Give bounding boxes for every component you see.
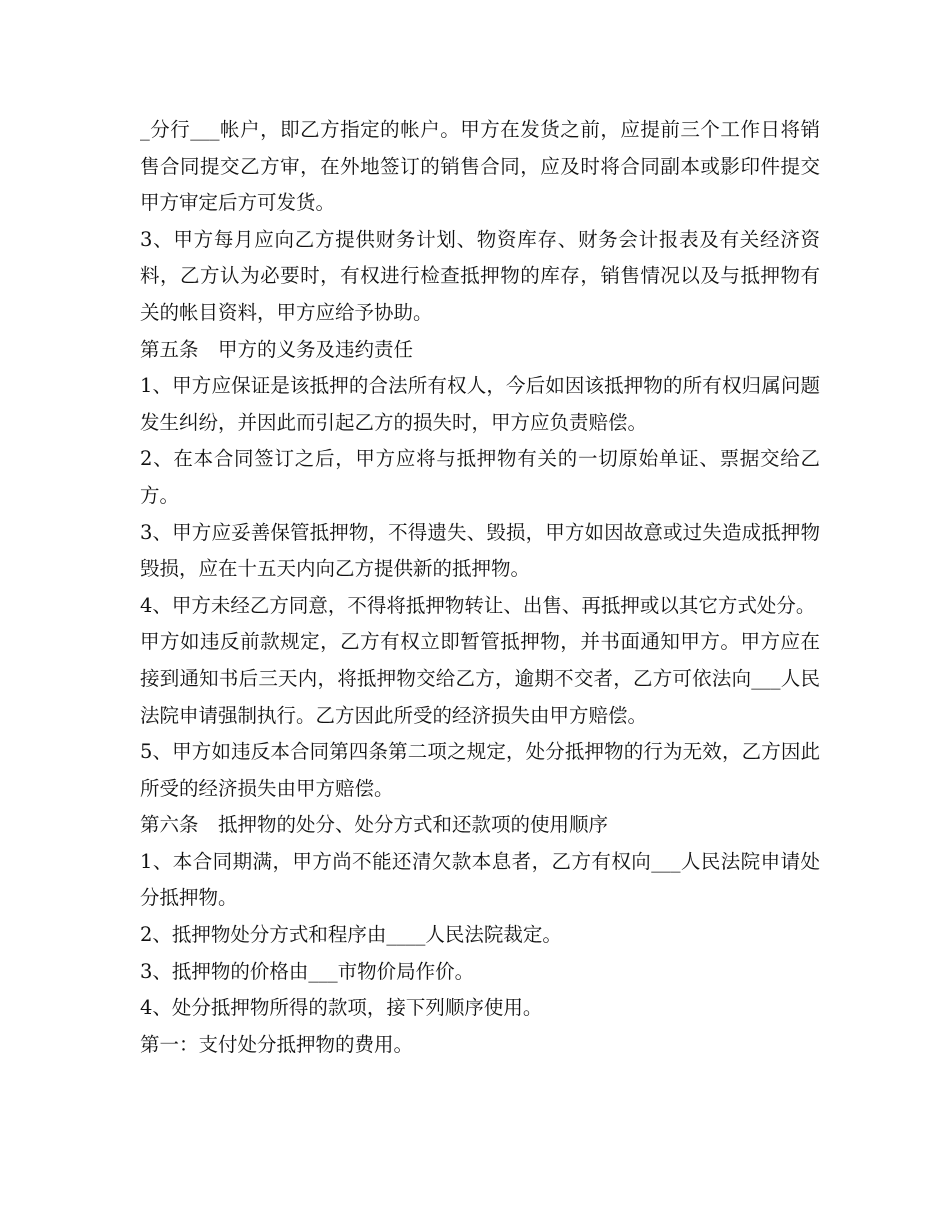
paragraph-article-5-item-3: 3、甲方应妥善保管抵押物，不得遗失、毁损，甲方如因故意或过失造成抵押物毁损，应在十五天内向乙方提供新的抵押物。 <box>140 520 820 581</box>
heading-article-5: 第五条 甲方的义务及违约责任 <box>140 337 414 361</box>
paragraph-article-5-item-1: 1、甲方应保证是该抵押的合法所有权人，今后如因该抵押物的所有权归属问题发生纠纷，并因此而引起乙方的损失时，甲方应负责赔偿。 <box>140 374 820 434</box>
paragraph-article-6-item-3: 3、抵押物的价格由___市物价局作价。 <box>140 959 475 983</box>
paragraph-article-5-item-4: 4、甲方未经乙方同意，不得将抵押物转让、出售、再抵押或以其它方式处分。 <box>140 593 816 617</box>
paragraph-article-5-item-5: 5、甲方如违反本合同第四条第二项之规定，处分抵押物的行为无效，乙方因此所受的经济损失由甲方赔偿。 <box>140 740 820 800</box>
paragraph-article-6-item-4: 4、处分抵押物所得的款项，接下列顺序使用。 <box>140 996 543 1020</box>
paragraph-article-5-item-2: 2、在本合同签订之后，甲方应将与抵押物有关的一切原始单证、票据交给乙方。 <box>140 447 820 507</box>
heading-article-6: 第六条 抵押物的处分、处分方式和还款项的使用顺序 <box>140 813 609 837</box>
paragraph-clause-3-reports: 3、甲方每月应向乙方提供财务计划、物资库存、财务会计报表及有关经济资料，乙方认为必要时，有权进行检查抵押物的库存，销售情况以及与抵押物有关的帐目资料，甲方应给予协助。 <box>140 227 820 324</box>
paragraph-article-5-violation: 甲方如违反前款规定，乙方有权立即暂管抵押物，并书面通知甲方。甲方应在接到通知书后三天内，将抵押物交给乙方，逾期不交者，乙方可依法向___人民法院申请强制执行。乙方因此所受的经济损失由甲方赔偿。 <box>140 630 820 727</box>
paragraph-order-first: 第一：支付处分抵押物的费用。 <box>140 1032 414 1056</box>
paragraph-article-6-item-2: 2、抵押物处分方式和程序由____人民法院裁定。 <box>140 923 562 947</box>
paragraph-article-6-item-1: 1、本合同期满，甲方尚不能还清欠款本息者，乙方有权向___人民法院申请处分抵押物。 <box>140 849 820 910</box>
paragraph-payment-account: _分行___帐户，即乙方指定的帐户。甲方在发货之前，应提前三个工作日将销售合同提交乙方审，在外地签订的销售合同，应及时将合同副本或影印件提交甲方审定后方可发货。 <box>140 118 820 215</box>
document-body <box>140 112 820 1063</box>
